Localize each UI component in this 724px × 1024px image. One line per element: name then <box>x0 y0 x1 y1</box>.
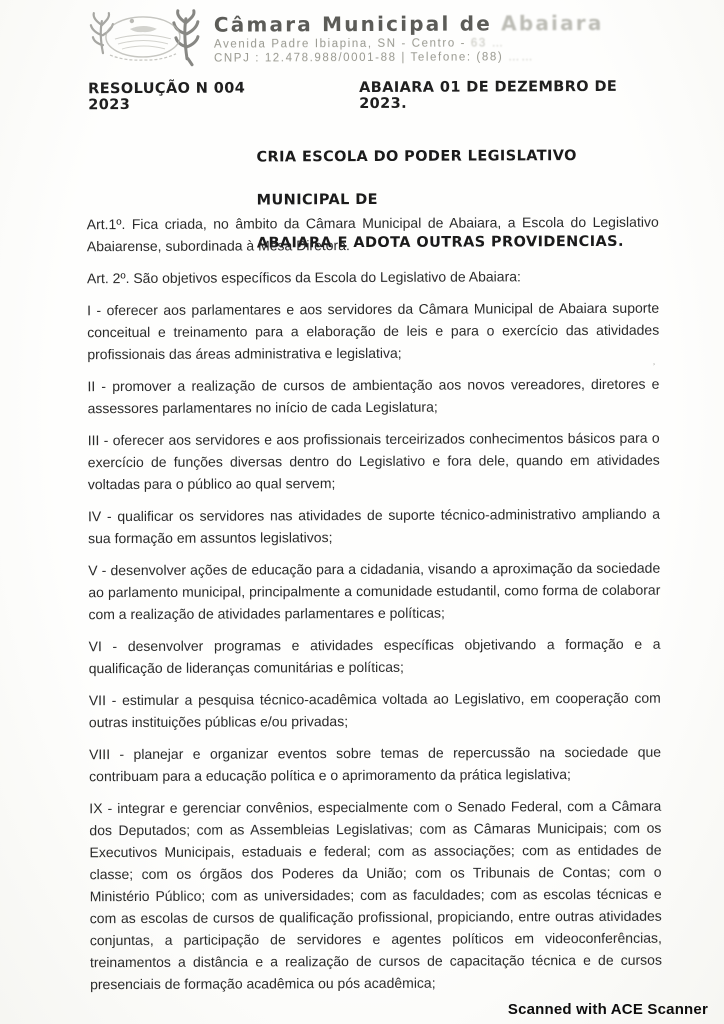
org-cnpj-phone: CNPJ : 12.478.988/0001-88 | Telefone: (88) …… <box>213 51 535 65</box>
resolution-date: ABAIARA 01 DE DEZEMBRO DE 2023. <box>359 78 618 113</box>
document-title-line1: CRIA ESCOLA DO PODER LEGISLATIVO MUNICIPAL DE <box>256 148 577 209</box>
document-paragraph: II - promover a realização de cursos de ambientação aos novos vereadores, diretores e assessores parlamentares no início de cada Legislatura; <box>87 375 660 417</box>
document-paragraph: IV - qualificar os servidores nas atividades de suporte técnico-administrativo ampliando a sua formação em assuntos legislativos; <box>87 505 661 547</box>
document-paragraph: Art.1º. Fica criada, no âmbito da Câmara Municipal de Abaiara, a Escola do Legislativo Abaiarense, subordinada à Mesa Diretora. <box>86 213 659 255</box>
org-address: Avenida Padre Ibiapina, SN - Centro - 63 … <box>213 37 505 51</box>
document-paragraph: V - desenvolver ações de educação para a cidadania, visando a aproximação da sociedade ao parlamento municipal, principalmente a comunidade estudantil, como forma de colaborar com a realização de atividades parlamentares e políticas; <box>88 559 661 623</box>
document-body <box>87 211 662 1005</box>
document-paragraph: Art. 2º. São objetivos específicos da Escola do Legislativo de Abaiara: <box>86 268 521 287</box>
coat-of-arms-logo <box>80 7 208 72</box>
document-title-line2: ABAIARA E ADOTA OUTRAS PROVIDENCIAS. <box>256 233 624 252</box>
org-name-faded: Abaiara <box>501 10 604 36</box>
scan-artifact-mark: ˒ <box>651 356 657 369</box>
document-paragraph: VI - desenvolver programas e atividades específicas objetivando a formação e a qualificação de lideranças comunitárias e políticas; <box>88 635 661 677</box>
document-paragraph: VII - estimular a pesquisa técnico-acadêmica voltada ao Legislativo, em cooperação com outras instituições públicas e/ou privadas; <box>88 689 661 731</box>
resolution-heading-row <box>88 79 662 114</box>
letterhead <box>80 5 604 71</box>
resolution-number: RESOLUÇÃO N 004 2023 <box>88 80 246 114</box>
scanner-watermark: Scanned with ACE Scanner <box>507 1001 708 1018</box>
document-paragraph: III - oferecer aos servidores e aos profissionais terceirizados conhecimentos básicos para o exercício de funções diversas dentro do Legislativo e fora dele, quando em atividades voltadas para o público ao qual servem; <box>87 429 660 493</box>
document-paragraph: VIII - planejar e organizar eventos sobre temas de repercussão na sociedade que contribuam para a educação política e o aprimoramento da prática legislativa; <box>89 743 662 785</box>
letterhead-text <box>214 5 604 65</box>
document-paragraph: I - oferecer aos parlamentares e aos servidores da Câmara Municipal de Abaiara suporte conceitual e treinamento para a elaboração de leis e para o exercício das atividades profissionais das áreas administrativa e legislativa; <box>87 299 660 363</box>
document-paragraph: IX - integrar e gerenciar convênios, especialmente com o Senado Federal, com a Câmara dos Deputados; com as Assembleias Legislativas; com as Câmaras Municipais; com os Executivos Municipais, estaduais e federal; com as associações; com as entidades de classe; com os órgãos dos Poderes da União; com os Tribunais de Contas; com o Ministério Público; com as universidades; com as faculdades; com as escolas técnicas e com as escolas de cursos de qualificação profissional, propiciando, entre outras atividades conjuntas, a participação de servidores e agentes políticos em videoconferências, treinamentos a distância e a realização de cursos de capacitação técnica e de cursos presenciais de formação acadêmica ou pós acadêmica; <box>89 797 662 993</box>
org-name: Câmara Municipal de Abaiara <box>213 10 604 37</box>
